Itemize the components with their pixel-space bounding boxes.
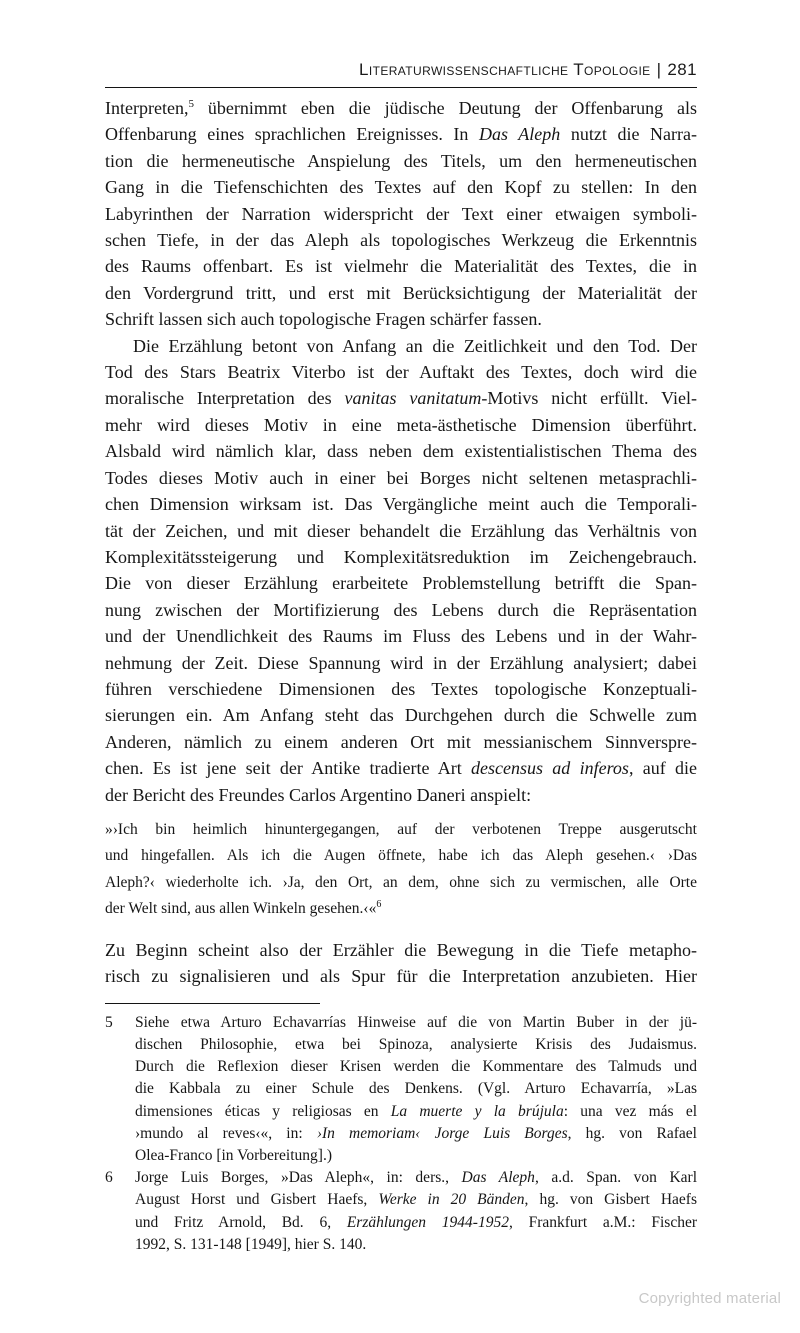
text-run: vanitas vanitatum [344, 388, 482, 409]
text-line [105, 253, 697, 279]
text-run: Das Aleph [461, 1169, 535, 1187]
text-line [105, 518, 697, 544]
text-line [135, 1212, 697, 1234]
footnote-text [135, 1012, 697, 1167]
text-run: nehmung der Zeit. Diese Spannung wird in der Erzählung analysiert; dabei [105, 652, 697, 673]
text-line [105, 359, 697, 385]
text-run: übernimmt eben die jüdische Deutung der Offenbarung als [193, 98, 697, 118]
text-line [135, 1034, 697, 1056]
text-run: Das Aleph [479, 124, 561, 145]
text-run: Anderen, nämlich zu einem anderen Ort mit messianischem Sinnverspre- [105, 731, 697, 752]
text-line [105, 623, 697, 649]
text-line [105, 896, 697, 923]
text-line [135, 1012, 697, 1034]
text-run: der Welt sind, aus allen Winkeln gesehen.‹« [105, 900, 377, 918]
text-run: dischen Philosophie, etwa bei Spinoza, analysierte Krisis des Judaismus. [135, 1035, 697, 1053]
text-run: La muerte y la brújula [390, 1102, 564, 1120]
text-run: der Bericht des Freundes Carlos Argentino Daneri anspielt: [105, 784, 532, 805]
text-line [105, 491, 697, 517]
text-run: Offenbarung eines sprachlichen Ereignisses. In [105, 124, 480, 145]
text-line [105, 201, 697, 227]
text-run: Labyrinthen der Narration widerspricht der Text einer etwaigen symboli- [105, 203, 697, 224]
text-line [105, 385, 697, 411]
footnote-separator [105, 1003, 320, 1004]
text-run: nung zwischen der Mortifizierung des Lebens durch die Repräsentation [105, 599, 697, 620]
text-run: -Motivs nicht erfüllt. Viel- [481, 388, 697, 409]
text-line [135, 1078, 697, 1100]
text-run: Alsbald wird nämlich klar, dass neben dem existentialistischen Thema des [105, 441, 697, 462]
text-line [105, 937, 697, 963]
text-run: : una vez más el [563, 1102, 697, 1120]
text-run: chen Dimension wirksam ist. Das Vergängliche meint auch die Temporali- [105, 494, 697, 515]
text-run: Durch die Reflexion dieser Krisen werden die Kommentare des Talmuds und [135, 1058, 697, 1076]
text-line [135, 1123, 697, 1145]
block-quote [105, 817, 697, 923]
text-line [105, 570, 697, 596]
header-rule [105, 87, 697, 88]
text-run: August Horst und Gisbert Haefs, [135, 1191, 379, 1209]
text-line [105, 121, 697, 147]
footnote-text [135, 1167, 697, 1256]
text-line [105, 544, 697, 570]
running-header-title: Literaturwissenschaftliche Topologie [359, 60, 651, 79]
text-run: risch zu signalisieren und als Spur für die Interpretation anzubieten. Hier [105, 966, 697, 987]
text-line [135, 1145, 697, 1167]
text-run: , auf die [628, 758, 697, 779]
text-run: , hg. von Gisbert Haefs [524, 1191, 697, 1209]
text-run: Gang in die Tiefenschichten des Textes auf den Kopf zu stellen: In den [105, 177, 697, 198]
text-line [105, 465, 697, 491]
footnote-number: 6 [105, 1169, 113, 1187]
text-line [105, 963, 697, 989]
footnotes [105, 1012, 697, 1256]
footnote-6 [105, 1167, 697, 1256]
text-run: des Raums offenbart. Es ist vielmehr die Materialität des Textes, die in [105, 256, 697, 277]
paragraph [105, 95, 697, 333]
text-line [105, 412, 697, 438]
paragraph [105, 333, 697, 808]
text-line [105, 650, 697, 676]
text-line [105, 843, 697, 870]
text-run: Siehe etwa Arturo Echavarrías Hinweise auf die von Martin Buber in der jü- [135, 1013, 697, 1031]
text-run: Tod des Stars Beatrix Viterbo ist der Auftakt des Textes, doch wird die [105, 362, 697, 383]
text-line [105, 870, 697, 897]
text-run: mehr wird dieses Motiv in eine meta-ästhetische Dimension überführt. [105, 414, 697, 435]
text-run: , a.d. Span. von Karl [534, 1169, 697, 1187]
text-line [105, 597, 697, 623]
text-run: Jorge Luis Borges, »Das Aleph«, in: ders., [135, 1169, 462, 1187]
page-number: 281 [667, 60, 697, 79]
text-run: ›mundo al reves‹«, in: [135, 1124, 317, 1142]
text-line [105, 174, 697, 200]
footnote-marker: 6 [376, 899, 382, 911]
text-line [105, 306, 697, 332]
text-run: »›Ich bin heimlich hinuntergegangen, auf der verbotenen Treppe ausgerutscht [105, 820, 697, 838]
text-line [105, 782, 697, 808]
text-line [135, 1101, 697, 1123]
text-run: Aleph?‹ wiederholte ich. ›Ja, den Ort, an dem, ohne sich zu vermischen, alle Orte [105, 873, 697, 891]
text-run: chen. Es ist jene seit der Antike tradierte Art [105, 758, 472, 779]
text-run: Schrift lassen sich auch topologische Fragen schärfer fassen. [105, 309, 542, 330]
text-line [105, 817, 697, 844]
text-run: den Vordergrund tritt, und erst mit Berücksichtigung der Materialität der [105, 282, 697, 303]
text-run: Erzählungen 1944-1952 [346, 1213, 509, 1231]
text-run: Zu Beginn scheint also der Erzähler die Bewegung in die Tiefe metapho- [105, 939, 697, 960]
text-run: schen Tiefe, in der das Aleph als topologisches Werkzeug die Erkenntnis [105, 230, 697, 251]
footnote-5 [105, 1012, 697, 1167]
text-run: 1992, S. 131-148 [1949], hier S. 140. [135, 1235, 367, 1253]
text-run: sierungen ein. Am Anfang steht das Durchgehen durch die Schwelle zum [105, 705, 697, 726]
text-line [105, 729, 697, 755]
text-run: nutzt die Narra- [560, 124, 697, 145]
text-run: Werke in 20 Bänden [378, 1191, 525, 1209]
text-run: ›In memoriam‹ Jorge Luis Borges [316, 1124, 568, 1142]
body-text [105, 95, 697, 990]
text-run: , Frankfurt a.M.: Fischer [508, 1213, 697, 1231]
text-run: Die Erzählung betont von Anfang an die Zeitlichkeit und den Tod. Der [133, 335, 697, 356]
text-line [105, 148, 697, 174]
text-run: führen verschiedene Dimensionen des Textes topologische Konzeptuali- [105, 678, 697, 699]
text-run: dimensiones éticas y religiosas en [135, 1102, 391, 1120]
paragraph [105, 937, 697, 990]
text-line [105, 755, 697, 781]
running-header [105, 60, 697, 80]
text-run: Todes dieses Motiv auch in einer bei Borges nicht seltenen metasprachli- [105, 467, 697, 488]
text-run: die Kabbala zu einer Schule des Denkens. (Vgl. Arturo Echavarría, »Las [135, 1080, 697, 1098]
text-run: moralische Interpretation des [105, 388, 345, 409]
page-content [105, 0, 697, 1256]
text-run: , hg. von Rafael [567, 1124, 697, 1142]
text-line [105, 702, 697, 728]
text-line [105, 280, 697, 306]
text-line [135, 1189, 697, 1211]
text-line [135, 1234, 697, 1256]
text-line [135, 1167, 697, 1189]
text-line [105, 438, 697, 464]
text-run: Interpreten, [105, 98, 189, 118]
text-run: tion die hermeneutische Anspielung des Titels, um den hermeneutischen [105, 150, 697, 171]
header-separator: | [656, 60, 662, 79]
text-line [105, 95, 697, 121]
text-run: descensus ad inferos [471, 758, 629, 779]
text-run: und der Unendlichkeit des Raums im Fluss des Lebens und in der Wahr- [105, 626, 697, 647]
text-line [135, 1056, 697, 1078]
text-line [105, 333, 697, 359]
text-run: Die von dieser Erzählung erarbeitete Problemstellung betrifft die Span- [105, 573, 697, 594]
copyright-watermark: Copyrighted material [638, 1290, 781, 1307]
footnote-marker: 5 [188, 98, 194, 110]
text-run: tät der Zeichen, und mit dieser behandelt die Erzählung das Verhältnis von [105, 520, 697, 541]
text-run: Olea-Franco [in Vorbereitung].) [135, 1147, 332, 1164]
text-run: und hingefallen. Als ich die Augen öffnete, habe ich das Aleph gesehen.‹ ›Das [105, 847, 697, 865]
text-run: Komplexitätssteigerung und Komplexitätsreduktion im Zeichengebrauch. [105, 546, 697, 567]
text-run: und Fritz Arnold, Bd. 6, [135, 1213, 347, 1231]
text-line [105, 676, 697, 702]
footnote-number: 5 [105, 1013, 113, 1031]
text-line [105, 227, 697, 253]
